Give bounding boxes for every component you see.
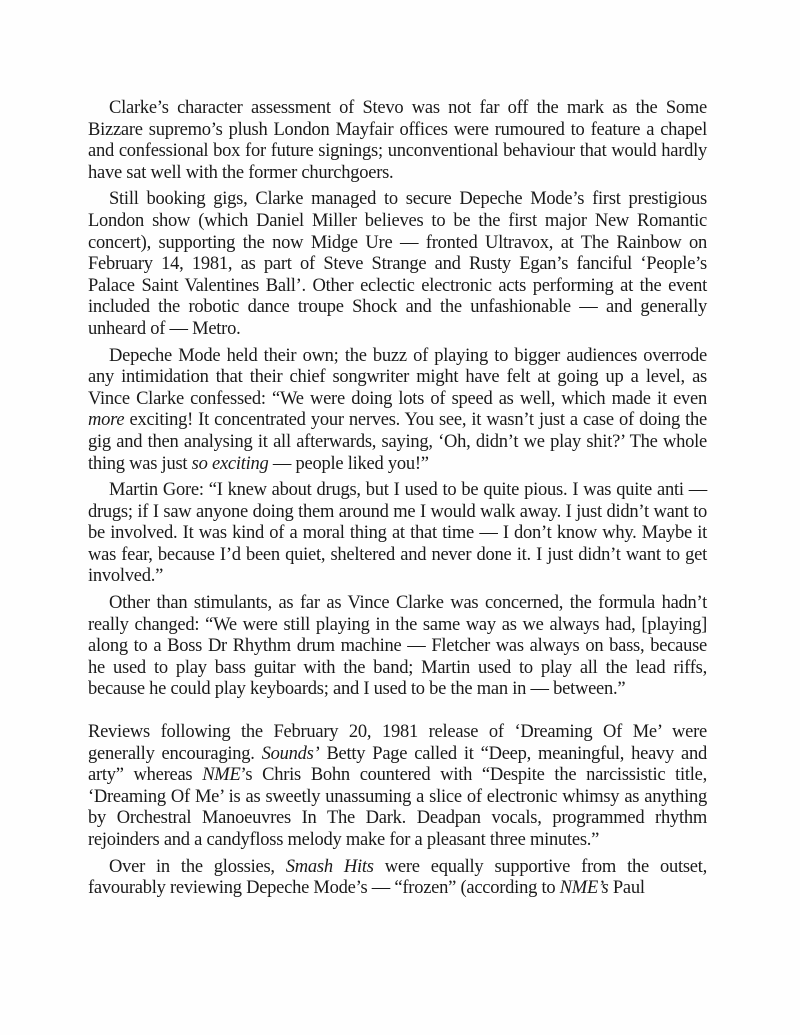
text-run: Reviews following the February 20, 1981 release of ‘Dreaming Of Me’ were generally encouraging. <box>88 722 707 764</box>
text-run: Martin Gore: “I knew about drugs, but I used to be quite pious. I was quite anti — drugs; if I saw anyone doing them around me I would walk away. I just didn’t want to be involved. It was kind of a moral thing at that time — I don’t know why. Maybe it was fear, because I’d been quiet, sheltered and never done it. I just didn’t want to get involved.” <box>88 480 707 587</box>
italic-text-run: Sounds’ <box>261 743 320 764</box>
text-run: Clarke’s character assessment of Stevo was not far off the mark as the Some Bizzare supremo’s plush London Mayfair offices were rumoured to feature a chapel and confessional box for future signings; unconventional behaviour that would hardly have sat well with the former churchgoers. <box>88 98 707 183</box>
italic-text-run: NME’s <box>559 878 609 899</box>
text-run: Over in the glossies, <box>109 856 286 877</box>
italic-text-run: Smash Hits <box>285 856 374 877</box>
paragraph <box>88 189 707 340</box>
paragraph <box>88 857 707 900</box>
text-run: Still booking gigs, Clarke managed to secure Depeche Mode’s first prestigious London show (which Daniel Miller believes to be the first major New Romantic concert), supporting the now Midge Ure — fronted Ultravox, at The Rainbow on February 14, 1981, as part of Steve Strange and Rusty Egan’s fanciful ‘People’s Palace Saint Valentines Ball’. Other eclectic electronic acts performing at the event included the robotic dance troupe Shock and the unfashionable — and generally unheard of — Metro. <box>88 189 707 339</box>
paragraph <box>88 98 707 184</box>
paragraph <box>88 722 707 852</box>
text-run: Other than stimulants, as far as Vince Clarke was concerned, the formula hadn’t really changed: “We were still playing in the same way as we always had, [playing] along to a Boss Dr Rhythm drum machine — Fletcher was always on bass, because he used to play bass guitar with the band; Martin used to play all the lead riffs, because he could play keyboards; and I used to be the man in — between.” <box>88 593 707 700</box>
text-run: were equally supportive from the outset, favourably reviewing Depeche Mode’s — “frozen” (according to <box>88 856 708 899</box>
page-text <box>88 98 707 900</box>
italic-text-run: more <box>88 410 125 431</box>
text-run: ’s Chris Bohn countered with “Despite the narcissistic title, ‘Dreaming Of Me’ is as sweetly unassuming a slice of electronic whimsy as anything by Orchestral Manoeuvres In The Dark. Deadpan vocals, programmed rhythm rejoinders and a candyfloss melody make for a pleasant three minutes.” <box>88 765 708 850</box>
paragraph <box>88 480 707 588</box>
italic-text-run: so exciting <box>191 453 269 474</box>
text-run: Depeche Mode held their own; the buzz of playing to bigger audiences overrode any intimidation that their chief songwriter might have felt at going up a level, as Vince Clarke confessed: “We were doing lots of speed as well, which made it even <box>88 345 707 409</box>
italic-text-run: NME <box>202 765 241 786</box>
text-run: — people liked you!” <box>268 453 429 474</box>
text-run: Betty Page called it “Deep, meaningful, heavy and arty” whereas <box>88 743 707 786</box>
paragraph <box>88 346 707 476</box>
text-run: Paul <box>608 878 645 899</box>
text-run: exciting! It concentrated your nerves. You see, it wasn’t just a case of doing the gig and then analysing it all afterwards, saying, ‘Oh, didn’t we play shit?’ The whole thing was just <box>88 410 707 474</box>
paragraph <box>88 593 707 701</box>
